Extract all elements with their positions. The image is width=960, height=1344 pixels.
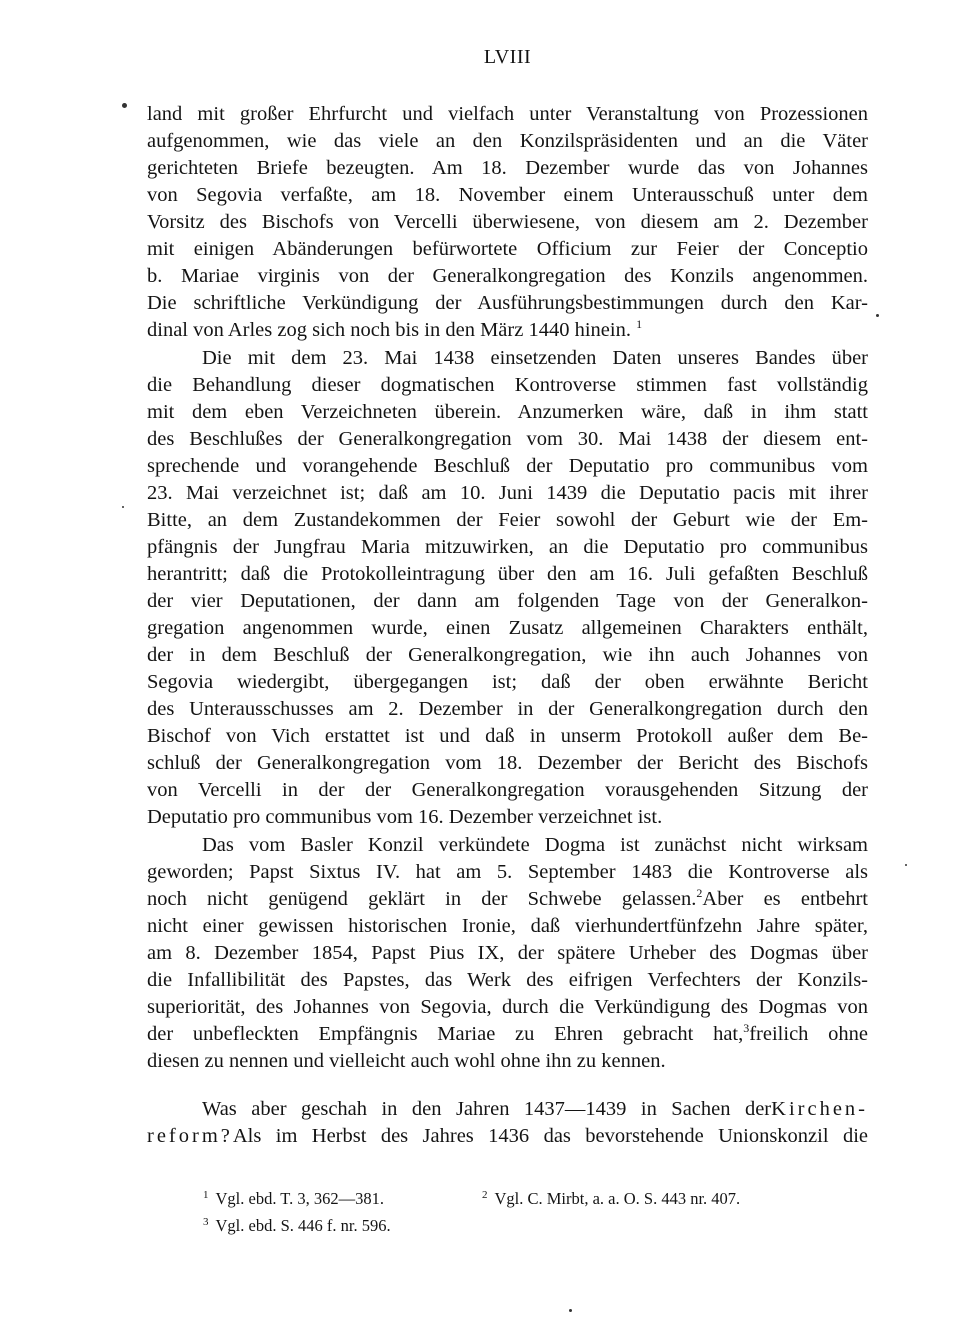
line-text: Was aber geschah in den Jahren 1437—1439 in Sachen der: [202, 1098, 772, 1120]
line-text: der unbefleckten Empfängnis Mariae zu Ehren gebracht hat,: [147, 1023, 744, 1045]
text-line: die Behandlung dieser dogmatischen Kontroverse stimmen fast vollständig: [147, 374, 868, 396]
text-line: b. Mariae virginis von der Generalkongregation des Konzils angenommen.: [147, 265, 868, 287]
text-line: der in dem Beschluß der Generalkongregation, wie ihn auch Johannes von: [147, 644, 868, 666]
text-line: der vier Deputationen, der dann am folgenden Tage von der Generalkon-: [147, 590, 868, 612]
ink-speck: [569, 1309, 572, 1312]
footnote-mark: 1: [203, 1189, 209, 1201]
text-line: von Segovia verfaßte, am 18. November einem Unterausschuß unter dem: [147, 184, 868, 206]
text-line: [147, 886, 868, 913]
text-line: von Vercelli in der der Generalkongregation vorausgehenden Sitzung der: [147, 779, 868, 801]
spaced-text: reform?: [147, 1125, 233, 1147]
text-line: Deputatio pro communibus vom 16. Dezember verzeichnet ist.: [147, 806, 663, 828]
text-line: land mit großer Ehrfurcht und vielfach unter Veranstaltung von Prozessionen: [147, 103, 868, 125]
text-line: Vorsitz des Bischofs von Vercelli überwiesene, von diesem am 2. Dezember: [147, 211, 868, 233]
footnote-text: Vgl. ebd. S. 446 f. nr. 596.: [215, 1216, 391, 1235]
ink-speck: [876, 314, 879, 317]
text-line: geworden; Papst Sixtus IV. hat am 5. September 1483 die Kontroverse als: [147, 861, 868, 883]
footnote: [482, 1184, 740, 1210]
text-line: gerichteten Briefe bezeugten. Am 18. Dezember wurde das von Johannes: [147, 157, 868, 179]
text-line: mit einigen Abänderungen befürwortete Officium zur Feier der Conceptio: [147, 238, 868, 260]
ink-speck: [122, 103, 127, 108]
footnote-ref: 1: [636, 317, 643, 331]
text-line: Das vom Basler Konzil verkündete Dogma ist zunächst nicht wirksam: [202, 834, 868, 856]
line-text: Als im Herbst des Jahres 1436 das bevorstehende Unionskonzil die: [232, 1125, 868, 1147]
ink-speck: [905, 864, 907, 866]
footnote-text: Vgl. C. Mirbt, a. a. O. S. 443 nr. 407.: [494, 1189, 741, 1208]
text-line: Segovia wiedergibt, übergegangen ist; daß der oben erwähnte Bericht: [147, 671, 868, 693]
text-line: [147, 1123, 868, 1150]
text-line: Die schriftliche Verkündigung der Ausführungsbestimmungen durch den Kar-: [147, 292, 868, 314]
line-text: dinal von Arles zog sich noch bis in den März 1440 hinein.: [147, 319, 631, 341]
text-line: aufgenommen, wie das viele an den Konzilspräsidenten und an die Väter: [147, 130, 868, 152]
text-line: Die mit dem 23. Mai 1438 einsetzenden Daten unseres Bandes über: [202, 347, 868, 369]
footnote: [203, 1184, 384, 1210]
text-line: am 8. Dezember 1854, Papst Pius IX, der spätere Urheber des Dogmas über: [147, 942, 868, 964]
line-text: noch nicht genügend geklärt in der Schwebe gelassen.: [147, 888, 697, 910]
footnote-mark: 3: [203, 1216, 209, 1228]
footnote-ref: 3: [743, 1021, 750, 1035]
spaced-text: Kirchen-: [771, 1098, 868, 1120]
text-line: Bischof von Vich erstattet ist und daß in unserm Protokoll außer dem Be-: [147, 725, 868, 747]
line-text: Aber es entbehrt: [702, 888, 868, 910]
footnote-text: Vgl. ebd. T. 3, 362—381.: [215, 1189, 385, 1208]
line-text: freilich ohne: [749, 1023, 868, 1045]
text-line: diesen zu nennen und vielleicht auch wohl ohne ihn zu kennen.: [147, 1050, 666, 1072]
text-line: nicht einer gewissen historischen Ironie, daß vierhundertfünfzehn Jahre später,: [147, 915, 868, 937]
text-line: des Unterausschusses am 2. Dezember in der Generalkongregation durch den: [147, 698, 868, 720]
text-line: mit dem eben Verzeichneten überein. Anzumerken wäre, daß in ihm statt: [147, 401, 868, 423]
text-line: [147, 1021, 868, 1048]
text-line: [147, 1096, 868, 1123]
text-line: [147, 317, 868, 344]
text-line: superiorität, des Johannes von Segovia, durch die Verkündigung des Dogmas von: [147, 996, 868, 1018]
text-line: Bitte, an dem Zustandekommen der Feier sowohl der Geburt wie der Em-: [147, 509, 868, 531]
page-number: LVIII: [483, 46, 532, 68]
text-line: 23. Mai verzeichnet ist; daß am 10. Juni 1439 die Deputatio pacis mit ihrer: [147, 482, 868, 504]
text-line: pfängnis der Jungfrau Maria mitzuwirken, an die Deputatio pro communibus: [147, 536, 868, 558]
text-line: herantritt; daß die Protokolleintragung über den am 16. Juli gefaßten Beschluß: [147, 563, 868, 585]
text-line: die Infallibilität des Papstes, das Werk des eifrigen Verfechters der Konzils-: [147, 969, 868, 991]
footnote-ref: 2: [696, 886, 703, 900]
text-line: schluß der Generalkongregation vom 18. Dezember der Bericht des Bischofs: [147, 752, 868, 774]
text-line: des Beschlußes der Generalkongregation vom 30. Mai 1438 der diesem ent-: [147, 428, 868, 450]
footnote-mark: 2: [482, 1189, 488, 1201]
text-line: sprechende und vorangehende Beschluß der Deputatio pro communibus vom: [147, 455, 868, 477]
footnote: [203, 1211, 391, 1237]
ink-speck: [122, 506, 124, 508]
text-line: gregation angenommen wurde, einen Zusatz allgemeinen Charakters enthält,: [147, 617, 868, 639]
